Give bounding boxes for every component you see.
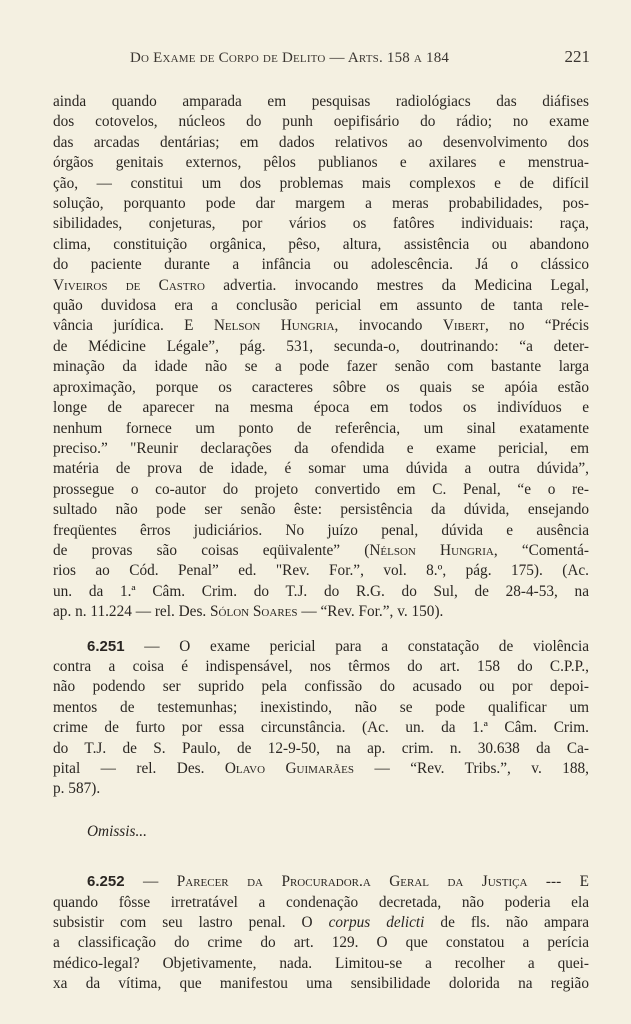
text-line: pital — rel. Des. Olavo Guimarães — “Rev. Tribs.”, v. 188, — [53, 760, 589, 777]
page-number: 221 — [564, 47, 590, 66]
text-line: ainda quando amparada em pesquisas radiológiacs das diáfises — [53, 93, 589, 110]
text-line: nenhum fornece um ponto de referência, um sinal exatamente — [53, 419, 589, 437]
text-line: freqüentes êrros judiciários. No juízo penal, dúvida e ausência — [53, 521, 589, 539]
text-line: vância jurídica. E Nelson Hungria, invocando Vibert, no “Précis — [53, 317, 589, 335]
text-line: ção, — constitui um dos problemas mais complexos e de difícil — [53, 174, 589, 192]
section-number: 6.252 — [87, 873, 125, 891]
text-line: de provas são coisas eqüivalente” (Nélson Hungria, “Comentá- — [53, 541, 590, 559]
text-line: p. 587). — [53, 780, 101, 798]
text-line: do T.J. de S. Paulo, de 12-9-50, na ap. crim. n. 30.638 da Ca- — [53, 739, 589, 757]
running-title: Do Exame de Corpo de Delito — Arts. 158 a 184 — [130, 50, 450, 66]
section-heading: — Parecer da Procurador.a Geral da Justiça --- E — [143, 873, 589, 891]
text-line: de Médicine Légale”, pág. 531, secunda-o, doutrinando: “a deter- — [53, 337, 589, 355]
text-line: quão duvidosa era a conclusão pericial em assunto de tanta rele- — [53, 297, 589, 315]
text-line: crime de furto por essa circunstância. (Ac. un. da 1.ª Câm. Crim. — [53, 719, 589, 737]
running-head — [130, 47, 590, 67]
text-line: órgãos genitais externos, pêlos publianos e axilares e menstrua- — [53, 154, 589, 172]
text-line: aproximação, porque os caracteres sôbre os quais se apóia estão — [53, 378, 589, 396]
text-line: xa da vítima, que manifestou uma sensibilidade dolorida na região — [53, 975, 589, 993]
text-line: médico-legal? Objetivamente, nada. Limitou-se a recolher a quei- — [53, 954, 589, 972]
omissis-note: Omissis... — [87, 822, 147, 840]
text-line: dos cotovelos, núcleos do punh oepifisário do rádio; no exame — [53, 113, 589, 131]
text-line: rios ao Cód. Penal” ed. "Rev. For.”, vol. 8.º, pág. 175). (Ac. — [53, 562, 589, 580]
body-text — [53, 92, 589, 995]
text-line: não podendo ser suprido pela confissão do acusado ou por depoi- — [53, 678, 589, 696]
section-first-line — [53, 637, 589, 657]
text-line: contra a coisa é indispensável, nos têrmos do art. 158 do C.P.P., — [53, 657, 589, 675]
section-first-line — [53, 872, 589, 892]
text-line: longe de aparecer na mesma época em todos os indivíduos e — [53, 399, 589, 417]
text-line: a classificação do crime do art. 129. O que constatou a perícia — [53, 934, 589, 952]
section-6-252 — [53, 872, 589, 994]
text-line: sibilidades, conjeturas, por vários os fatôres individuais: raça, — [53, 215, 589, 233]
text-line: matéria de prova de idade, é somar uma dúvida a outra dúvida”, — [53, 460, 589, 478]
text-line: sultado não pode ser senão êste: persistência da dúvida, ensejando — [53, 501, 589, 519]
text-line: mentos de testemunhas; inexistindo, não se pode qualificar um — [53, 698, 589, 716]
text-line: — O exame pericial para a constatação de violência — [144, 637, 590, 655]
text-line: do paciente durante a infância ou adolescência. Já o clássico — [53, 256, 589, 274]
text-line: quando fôsse irretratável a condenação decretada, não poderia ela — [53, 893, 589, 911]
text-line: solução, porquanto pode dar margem a meras probabilidades, pos- — [53, 195, 589, 213]
paragraph-continuation — [53, 92, 589, 623]
text-line: das arcadas dentárias; em dados relativos ao desenvolvimento dos — [53, 133, 589, 151]
text-line: un. da 1.ª Câm. Crim. do T.J. do R.G. do Sul, de 28-4-53, na — [53, 582, 589, 600]
text-line: ap. n. 11.224 — rel. Des. Sólon Soares — “Rev. For.”, v. 150). — [53, 603, 444, 621]
text-line: Viveiros de Castro advertia. invocando mestres da Medicina Legal, — [53, 276, 590, 294]
section-number: 6.251 — [87, 637, 125, 655]
text-line: clima, constituição orgânica, pêso, altura, assistência ou abandono — [53, 235, 589, 253]
section-6-251 — [53, 637, 589, 800]
text-line: subsistir com seu lastro penal. O corpus delicti de fls. não ampara — [53, 914, 590, 932]
text-line: prossegue o co-autor do projeto convertido em C. Penal, “e o re- — [53, 480, 589, 498]
text-line: minação da idade não se a pode fazer senão com bastante larga — [53, 358, 589, 376]
text-line: preciso.” "Reunir declarações da ofendida e exame pericial, em — [53, 439, 589, 457]
